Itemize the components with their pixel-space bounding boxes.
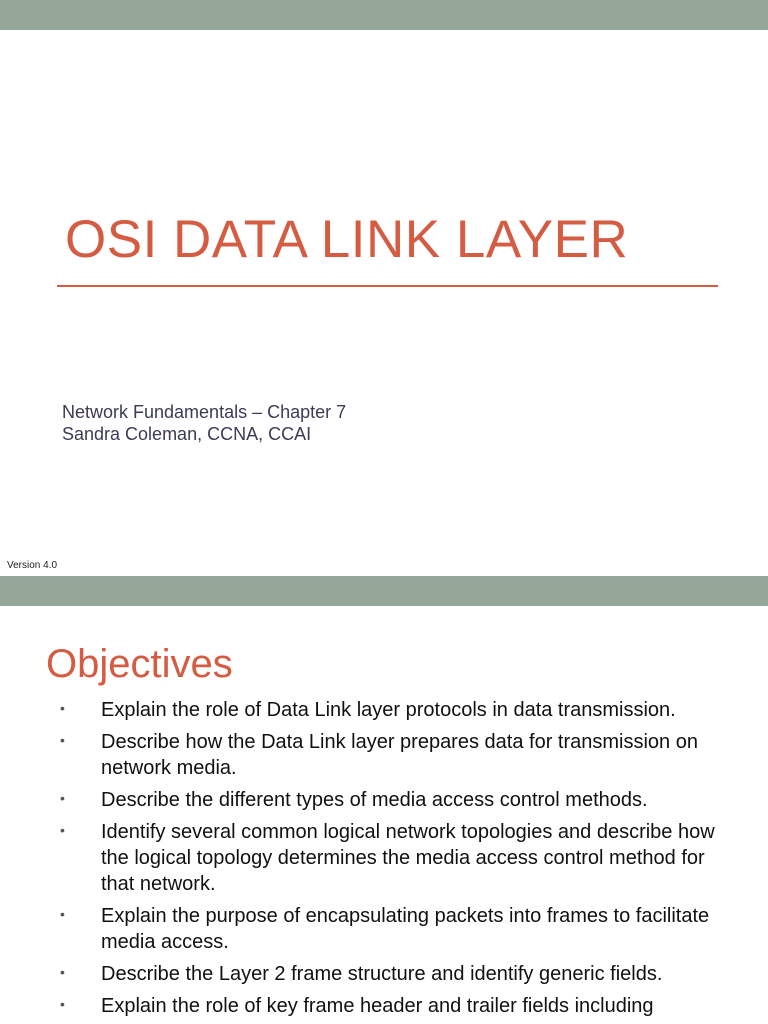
objective-text: Describe how the Data Link layer prepares data for transmission on network media. (101, 731, 698, 779)
top-bar (0, 0, 768, 30)
bullet-dot-icon: • (60, 700, 65, 716)
objective-item (0, 819, 768, 897)
objective-text: Explain the role of key frame header and trailer fields including (101, 995, 654, 1017)
objectives-title: Objectives (46, 642, 233, 686)
objectives-slide (0, 576, 768, 1024)
objective-item (0, 993, 768, 1019)
objective-text: Identify several common logical network topologies and describe how the logical topology determines the media access control method for that network. (101, 821, 715, 895)
objectives-list (0, 697, 768, 1024)
bullet-dot-icon: • (60, 906, 65, 922)
objective-text: Explain the purpose of encapsulating packets into frames to facilitate media access. (101, 905, 710, 953)
objective-text: Describe the different types of media access control methods. (101, 789, 648, 811)
objective-text: Describe the Layer 2 frame structure and identify generic fields. (101, 963, 663, 985)
bullet-dot-icon: • (60, 732, 65, 748)
top-bar (0, 576, 768, 606)
objective-item (0, 903, 768, 955)
objective-item (0, 697, 768, 723)
bullet-dot-icon: • (60, 964, 65, 980)
objective-item (0, 961, 768, 987)
objective-item (0, 729, 768, 781)
bullet-dot-icon: • (60, 790, 65, 806)
title-underline (57, 285, 718, 287)
subtitle-line: Network Fundamentals – Chapter 7 (62, 402, 347, 422)
version-label: Version 4.0 (7, 560, 58, 571)
bullet-dot-icon: • (60, 822, 65, 838)
objective-text: Explain the role of Data Link layer protocols in data transmission. (101, 699, 676, 721)
subtitle-line: Sandra Coleman, CCNA, CCAI (62, 424, 312, 444)
objective-item (0, 787, 768, 813)
bullet-dot-icon: • (60, 996, 65, 1012)
slide-title: OSI DATA LINK LAYER (65, 210, 629, 269)
